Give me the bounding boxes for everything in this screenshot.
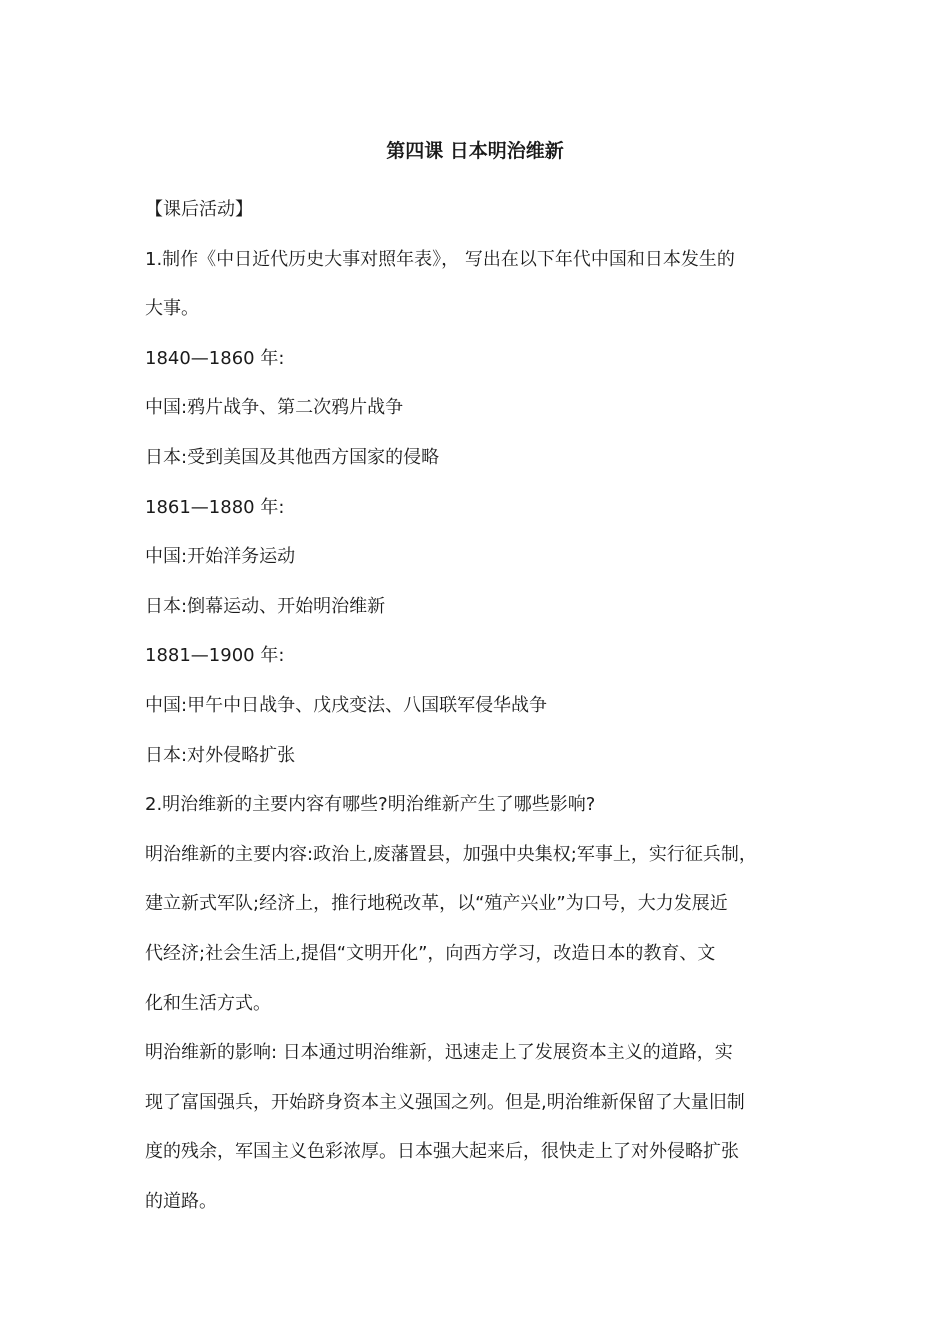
answer-impact-line: 明治维新的影响: 日本通过明治维新，迅速走上了发展资本主义的道路，实: [145, 1042, 733, 1064]
answer-impact-line: 现了富国强兵，开始跻身资本主义强国之列。但是,明治维新保留了大量旧制: [145, 1091, 745, 1113]
question-1-line-2: 大事。: [145, 298, 199, 320]
period-japan-events: 日本:倒幕运动、开始明治维新: [145, 595, 386, 617]
period-china-events: 中国:甲午中日战争、戊戌变法、八国联军侵华战争: [145, 694, 548, 716]
document-body: [145, 185, 810, 1226]
answer-content-line: 化和生活方式。: [145, 992, 271, 1014]
answer-content-line: 代经济;社会生活上,提倡“文明开化”，向西方学习，改造日本的教育、文: [145, 942, 716, 964]
period-japan-events: 日本:对外侵略扩张: [145, 744, 296, 766]
period-range: 1881—1900 年:: [145, 645, 285, 667]
answer-impact-line: 的道路。: [145, 1190, 217, 1212]
section-header: 【课后活动】: [145, 199, 253, 220]
page-title: 第四课 日本明治维新: [386, 140, 564, 162]
period-china-events: 中国:开始洋务运动: [145, 546, 296, 568]
question-1-line-1: 1.制作《中日近代历史大事对照年表》， 写出在以下年代中国和日本发生的: [145, 248, 735, 270]
period-china-events: 中国:鸦片战争、第二次鸦片战争: [145, 397, 404, 419]
answer-impact-line: 度的残余，军国主义色彩浓厚。日本强大起来后，很快走上了对外侵略扩张: [145, 1141, 739, 1163]
period-range: 1861—1880 年:: [145, 496, 285, 518]
question-2: 2.明治维新的主要内容有哪些?明治维新产生了哪些影响?: [145, 794, 596, 816]
answer-content-line: 明治维新的主要内容:政治上,废藩置县，加强中央集权;军事上，实行征兵制，: [145, 843, 757, 865]
period-japan-events: 日本:受到美国及其他西方国家的侵略: [145, 446, 440, 468]
answer-content-line: 建立新式军队;经济上，推行地税改革，以“殖产兴业”为口号，大力发展近: [145, 893, 728, 915]
period-range: 1840—1860 年:: [145, 347, 285, 369]
